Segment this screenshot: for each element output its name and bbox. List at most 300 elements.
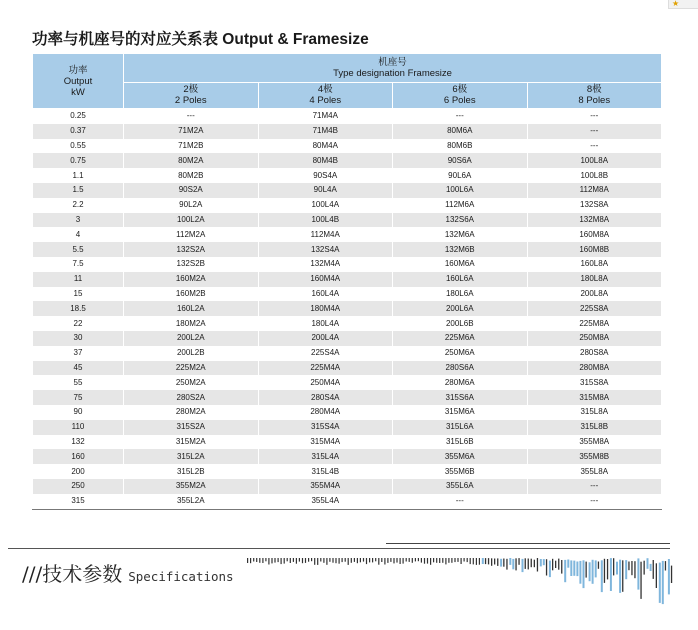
output-header-en: Output (63, 75, 93, 87)
framesize-cell: 160L4A (258, 287, 393, 302)
framesize-cell: 80M6A (393, 124, 528, 139)
table-row (33, 464, 662, 479)
barcode-bar (528, 559, 529, 570)
framesize-cell: 132M4A (258, 257, 393, 272)
framesize-cell: 112M8A (527, 183, 662, 198)
barcode-bar (387, 558, 388, 563)
barcode-bar (616, 562, 618, 575)
barcode-bar (470, 558, 471, 564)
framesize-cell: 90S2A (124, 183, 259, 198)
framesize-cell: --- (527, 494, 662, 509)
table-row (33, 287, 662, 302)
table-row (33, 198, 662, 213)
framesize-cell: 315M8A (527, 390, 662, 405)
framesize-header-cn: 机座号 (378, 56, 407, 68)
pole-header-8-cn: 8极 (586, 84, 602, 96)
barcode-bar (326, 558, 327, 565)
barcode-bar (284, 558, 285, 564)
pole-header-6-en: 6 Poles (443, 95, 476, 107)
barcode-bar (628, 562, 629, 571)
framesize-cell: --- (527, 139, 662, 154)
barcode-bar (485, 558, 486, 564)
framesize-cell: 225M2A (124, 361, 259, 376)
barcode-bar (287, 558, 288, 561)
barcode-bar (531, 559, 532, 568)
framesize-cell: 100L8B (527, 168, 662, 183)
framesize-cell: 132M8A (527, 213, 662, 228)
pole-header-8-en: 8 Poles (578, 95, 611, 107)
barcode-bar (625, 560, 627, 579)
table-row (33, 153, 662, 168)
barcode-bar (259, 558, 260, 563)
framesize-cell: 200L6B (393, 316, 528, 331)
framesize-cell: 355M2A (124, 479, 259, 494)
barcode-bar (488, 558, 489, 564)
framesize-cell: 90S4A (258, 168, 393, 183)
barcode-bar (332, 558, 333, 563)
barcode-bar (439, 558, 440, 563)
framesize-cell: 355L6A (393, 479, 528, 494)
barcode-bar (509, 558, 511, 565)
framesize-cell: 160M8A (527, 227, 662, 242)
framesize-cell: 160M4A (258, 272, 393, 287)
framesize-cell: 315S8A (527, 375, 662, 390)
output-kw-cell: 1.5 (33, 183, 124, 198)
barcode-bar (406, 558, 407, 562)
table-row (33, 346, 662, 361)
barcode-bar (369, 558, 370, 562)
barcode-bar (656, 563, 657, 588)
framesize-cell: 315S4A (258, 420, 393, 435)
barcode-bar (335, 558, 336, 563)
barcode-bar (583, 560, 585, 588)
framesize-cell: 315S6A (393, 390, 528, 405)
output-kw-cell: 200 (33, 464, 124, 479)
barcode-bar (311, 558, 312, 561)
barcode-bar (451, 558, 452, 563)
barcode-bar (372, 558, 373, 562)
framesize-cell: 280S6A (393, 361, 528, 376)
framesize-cell: 355L8A (527, 464, 662, 479)
output-kw-cell: 18.5 (33, 301, 124, 316)
framesize-cell: 315L4A (258, 449, 393, 464)
pole-header-2-cn: 2极 (183, 84, 199, 96)
framesize-cell: 160L8A (527, 257, 662, 272)
barcode-bar (601, 560, 603, 592)
barcode-bar (390, 558, 391, 562)
framesize-cell: 160M2A (124, 272, 259, 287)
framesize-cell: 315L8A (527, 405, 662, 420)
pole-header-2-en: 2 Poles (174, 95, 207, 107)
framesize-cell: 100L4B (258, 213, 393, 228)
barcode-bar (378, 558, 379, 565)
table-row (33, 272, 662, 287)
table-row (33, 301, 662, 316)
framesize-cell: 160M8B (527, 242, 662, 257)
table-row (33, 109, 662, 124)
framesize-cell: 315L4B (258, 464, 393, 479)
barcode-bar (491, 558, 492, 566)
barcode-bar (515, 558, 516, 570)
framesize-cell: 180M4A (258, 301, 393, 316)
framesize-cell: 180L8A (527, 272, 662, 287)
barcode-bar (454, 558, 455, 562)
framesize-cell: 250M4A (258, 375, 393, 390)
barcode-bar (518, 558, 519, 565)
barcode-bar (595, 560, 597, 577)
barcode-bar (659, 563, 661, 603)
barcode-bar (290, 558, 291, 563)
table-row (33, 183, 662, 198)
output-kw-cell: 0.55 (33, 139, 124, 154)
output-kw-cell: 30 (33, 331, 124, 346)
barcode-bar (393, 558, 394, 563)
barcode-bar (579, 561, 581, 584)
framesize-cell: 355M6B (393, 464, 528, 479)
table-row (33, 375, 662, 390)
framesize-cell: 160L2A (124, 301, 259, 316)
table-row (33, 449, 662, 464)
barcode-bar (592, 560, 594, 584)
barcode-bar (363, 558, 364, 562)
barcode-bar (375, 558, 376, 561)
table-row (33, 242, 662, 257)
framesize-cell: 112M2A (124, 227, 259, 242)
barcode-bar (442, 558, 443, 563)
divider-line-short (386, 543, 670, 544)
barcode-bar (366, 558, 367, 564)
barcode-bar (418, 558, 419, 561)
barcode-bar (299, 558, 300, 562)
barcode-bar (305, 558, 306, 563)
barcode-bar (342, 558, 343, 562)
framesize-cell: 225M8A (527, 316, 662, 331)
output-kw-cell: 15 (33, 287, 124, 302)
barcode-bar (274, 558, 275, 563)
output-kw-cell: 132 (33, 435, 124, 450)
barcode-bar (650, 564, 652, 571)
barcode-bar (256, 558, 257, 562)
framesize-cell: 315L6A (393, 420, 528, 435)
framesize-cell: 315M4A (258, 435, 393, 450)
barcode-bar (613, 558, 614, 575)
barcode-bar (500, 559, 502, 567)
barcode-bar (503, 559, 504, 567)
framesize-cell: 160L6A (393, 272, 528, 287)
barcode-bar (622, 560, 623, 592)
table-row (33, 257, 662, 272)
specs-prefix: /// (22, 562, 43, 586)
barcode-bar (409, 558, 410, 562)
framesize-cell: 280S8A (527, 346, 662, 361)
framesize-cell: 180L6A (393, 287, 528, 302)
barcode-bar (567, 560, 569, 568)
table-row (33, 331, 662, 346)
barcode-bar (302, 558, 303, 563)
barcode-bar (558, 559, 559, 570)
framesize-cell: 80M2B (124, 168, 259, 183)
framesize-cell: 200L2B (124, 346, 259, 361)
framesize-cell: 90L4A (258, 183, 393, 198)
table-row (33, 316, 662, 331)
barcode-bar (473, 558, 474, 564)
output-kw-cell: 55 (33, 375, 124, 390)
framesize-cell: 80M4B (258, 153, 393, 168)
framesize-cell: 132S2A (124, 242, 259, 257)
corner-star-icon: ★ (668, 0, 698, 9)
output-kw-cell: 90 (33, 405, 124, 420)
framesize-cell: 71M2B (124, 139, 259, 154)
barcode-bar (339, 558, 340, 564)
output-kw-cell: 0.37 (33, 124, 124, 139)
barcode-bar (506, 559, 507, 570)
barcode-bar (448, 558, 449, 563)
framesize-cell: 100L6A (393, 183, 528, 198)
output-kw-cell: 11 (33, 272, 124, 287)
framesize-cell: 280M8A (527, 361, 662, 376)
barcode-bar (357, 558, 358, 563)
barcode-bar (345, 558, 346, 562)
barcode-bar (430, 558, 431, 565)
framesize-cell: 90S6A (393, 153, 528, 168)
barcode-bar (573, 561, 575, 576)
barcode-bar (445, 558, 446, 564)
framesize-cell: 100L8A (527, 153, 662, 168)
barcode-bar (461, 558, 462, 564)
barcode-bar (525, 558, 526, 569)
output-kw-cell: 3 (33, 213, 124, 228)
barcode-bar (308, 558, 309, 562)
barcode-bar (250, 558, 251, 563)
barcode-decoration-icon (247, 552, 677, 612)
specifications-heading (22, 558, 234, 587)
framesize-cell: 280M4A (258, 405, 393, 420)
table-row (33, 435, 662, 450)
framesize-cell: 132S4A (258, 242, 393, 257)
output-kw-cell: 7.5 (33, 257, 124, 272)
output-header (33, 54, 124, 109)
framesize-cell: 100L2A (124, 213, 259, 228)
barcode-bar (415, 558, 416, 561)
barcode-bar (457, 558, 458, 562)
framesize-cell: 250M8A (527, 331, 662, 346)
barcode-bar (320, 558, 321, 562)
pole-header-4 (258, 82, 393, 108)
barcode-bar (665, 561, 666, 570)
framesize-cell: 71M2A (124, 124, 259, 139)
barcode-bar (278, 558, 279, 562)
framesize-cell: 280S4A (258, 390, 393, 405)
barcode-bar (464, 558, 465, 562)
table-row (33, 405, 662, 420)
barcode-bar (253, 558, 254, 562)
barcode-bar (586, 562, 587, 578)
table-row (33, 168, 662, 183)
barcode-bar (570, 560, 572, 576)
framesize-cell: 355M6A (393, 449, 528, 464)
pole-header-8 (527, 82, 662, 108)
page-title: 功率与机座号的对应关系表 Output & Framesize (32, 31, 369, 48)
output-kw-cell: 75 (33, 390, 124, 405)
barcode-bar (561, 560, 562, 574)
barcode-bar (354, 558, 355, 562)
output-kw-cell: 1.1 (33, 168, 124, 183)
framesize-cell: 280S2A (124, 390, 259, 405)
framesize-cell: 355M8B (527, 449, 662, 464)
barcode-bar (552, 559, 553, 571)
barcode-bar (634, 561, 635, 578)
output-kw-cell: 22 (33, 316, 124, 331)
framesize-cell: 315M6A (393, 405, 528, 420)
framesize-cell: 132S2B (124, 257, 259, 272)
framesize-cell: 71M4A (258, 109, 393, 124)
barcode-bar (314, 558, 315, 565)
barcode-bar (421, 558, 422, 563)
barcode-bar (262, 558, 263, 563)
barcode-bar (549, 561, 551, 578)
output-kw-cell: 4 (33, 227, 124, 242)
framesize-cell: 315L6B (393, 435, 528, 450)
table-row (33, 124, 662, 139)
framesize-cell: 160M6A (393, 257, 528, 272)
framesize-cell: 100L4A (258, 198, 393, 213)
framesize-cell: 160M2B (124, 287, 259, 302)
framesize-cell: 180L4A (258, 316, 393, 331)
framesize-cell: 132S8A (527, 198, 662, 213)
output-kw-cell: 37 (33, 346, 124, 361)
barcode-bar (427, 558, 428, 564)
table-row (33, 361, 662, 376)
table-row (33, 227, 662, 242)
framesize-cell: 200L4A (258, 331, 393, 346)
barcode-bar (671, 566, 672, 583)
barcode-bar (293, 558, 294, 562)
pole-header-4-cn: 4极 (317, 84, 333, 96)
barcode-bar (476, 558, 477, 565)
barcode-bar (384, 558, 385, 565)
barcode-bar (522, 559, 524, 572)
barcode-bar (589, 562, 591, 581)
output-kw-cell: 250 (33, 479, 124, 494)
framesize-cell: --- (393, 494, 528, 509)
output-kw-cell: 160 (33, 449, 124, 464)
framesize-cell: 315S2A (124, 420, 259, 435)
barcode-bar (247, 558, 248, 563)
barcode-bar (296, 558, 297, 564)
pole-header-2 (124, 82, 259, 108)
framesize-cell: 280M6A (393, 375, 528, 390)
output-kw-cell: 2.2 (33, 198, 124, 213)
barcode-bar (576, 562, 578, 577)
barcode-bar (653, 560, 654, 579)
framesize-cell: --- (124, 109, 259, 124)
barcode-bar (265, 558, 266, 561)
framesize-cell: 250M2A (124, 375, 259, 390)
table-row (33, 213, 662, 228)
barcode-bar (479, 558, 480, 565)
barcode-bar (396, 558, 397, 563)
framesize-cell: --- (527, 124, 662, 139)
barcode-bar (323, 558, 324, 563)
framesize-cell: 355M4A (258, 479, 393, 494)
barcode-bar (424, 558, 425, 564)
barcode-bar (604, 559, 605, 583)
framesize-cell: 250M6A (393, 346, 528, 361)
barcode-bar (512, 559, 514, 569)
framesize-cell: 90L6A (393, 168, 528, 183)
framesize-cell: 355M8A (527, 435, 662, 450)
framesize-cell: 315L2B (124, 464, 259, 479)
barcode-bar (403, 558, 404, 564)
framesize-cell: 200L2A (124, 331, 259, 346)
framesize-cell: 355L2A (124, 494, 259, 509)
framesize-cell: 315L2A (124, 449, 259, 464)
framesize-cell: 80M2A (124, 153, 259, 168)
output-header-unit: kW (71, 86, 85, 98)
barcode-bar (497, 558, 498, 566)
barcode-bar (494, 559, 495, 565)
framesize-cell: 355L4A (258, 494, 393, 509)
barcode-bar (607, 559, 608, 579)
barcode-bar (268, 558, 269, 565)
barcode-bar (540, 559, 542, 566)
framesize-cell: 132M6A (393, 227, 528, 242)
output-header-cn: 功率 (68, 64, 88, 76)
table-row (33, 494, 662, 509)
barcode-bar (619, 560, 621, 593)
divider-line (8, 548, 670, 549)
framesize-cell: --- (527, 109, 662, 124)
output-kw-cell: 110 (33, 420, 124, 435)
framesize-cell: 112M6A (393, 198, 528, 213)
barcode-bar (640, 562, 641, 599)
framesize-cell: 112M4A (258, 227, 393, 242)
framesize-cell: 132M6B (393, 242, 528, 257)
barcode-bar (467, 558, 468, 562)
framesize-cell: 71M4B (258, 124, 393, 139)
barcode-bar (436, 558, 437, 563)
framesize-cell: 132S6A (393, 213, 528, 228)
specs-heading-cn: 技术参数 (42, 562, 123, 586)
framesize-cell: 80M6B (393, 139, 528, 154)
table-row (33, 139, 662, 154)
barcode-bar (555, 561, 556, 568)
barcode-bar (546, 559, 547, 575)
output-kw-cell: 0.75 (33, 153, 124, 168)
table-row (33, 479, 662, 494)
output-kw-cell: 5.5 (33, 242, 124, 257)
barcode-bar (543, 559, 545, 565)
barcode-bar (351, 558, 352, 563)
framesize-cell: 225M6A (393, 331, 528, 346)
framesize-cell: 225S8A (527, 301, 662, 316)
barcode-bar (662, 561, 664, 604)
barcode-bar (317, 558, 318, 565)
barcode-bar (271, 558, 272, 563)
barcode-bar (412, 558, 413, 563)
barcode-bar (644, 561, 645, 575)
barcode-bar (598, 562, 599, 569)
pole-header-4-en: 4 Poles (309, 95, 342, 107)
barcode-bar (482, 558, 484, 564)
framesize-cell: 180M2A (124, 316, 259, 331)
output-kw-cell: 0.25 (33, 109, 124, 124)
barcode-bar (400, 558, 401, 564)
table-body (33, 109, 662, 510)
barcode-bar (360, 558, 361, 562)
barcode-bar (637, 558, 639, 589)
output-kw-cell: 45 (33, 361, 124, 376)
